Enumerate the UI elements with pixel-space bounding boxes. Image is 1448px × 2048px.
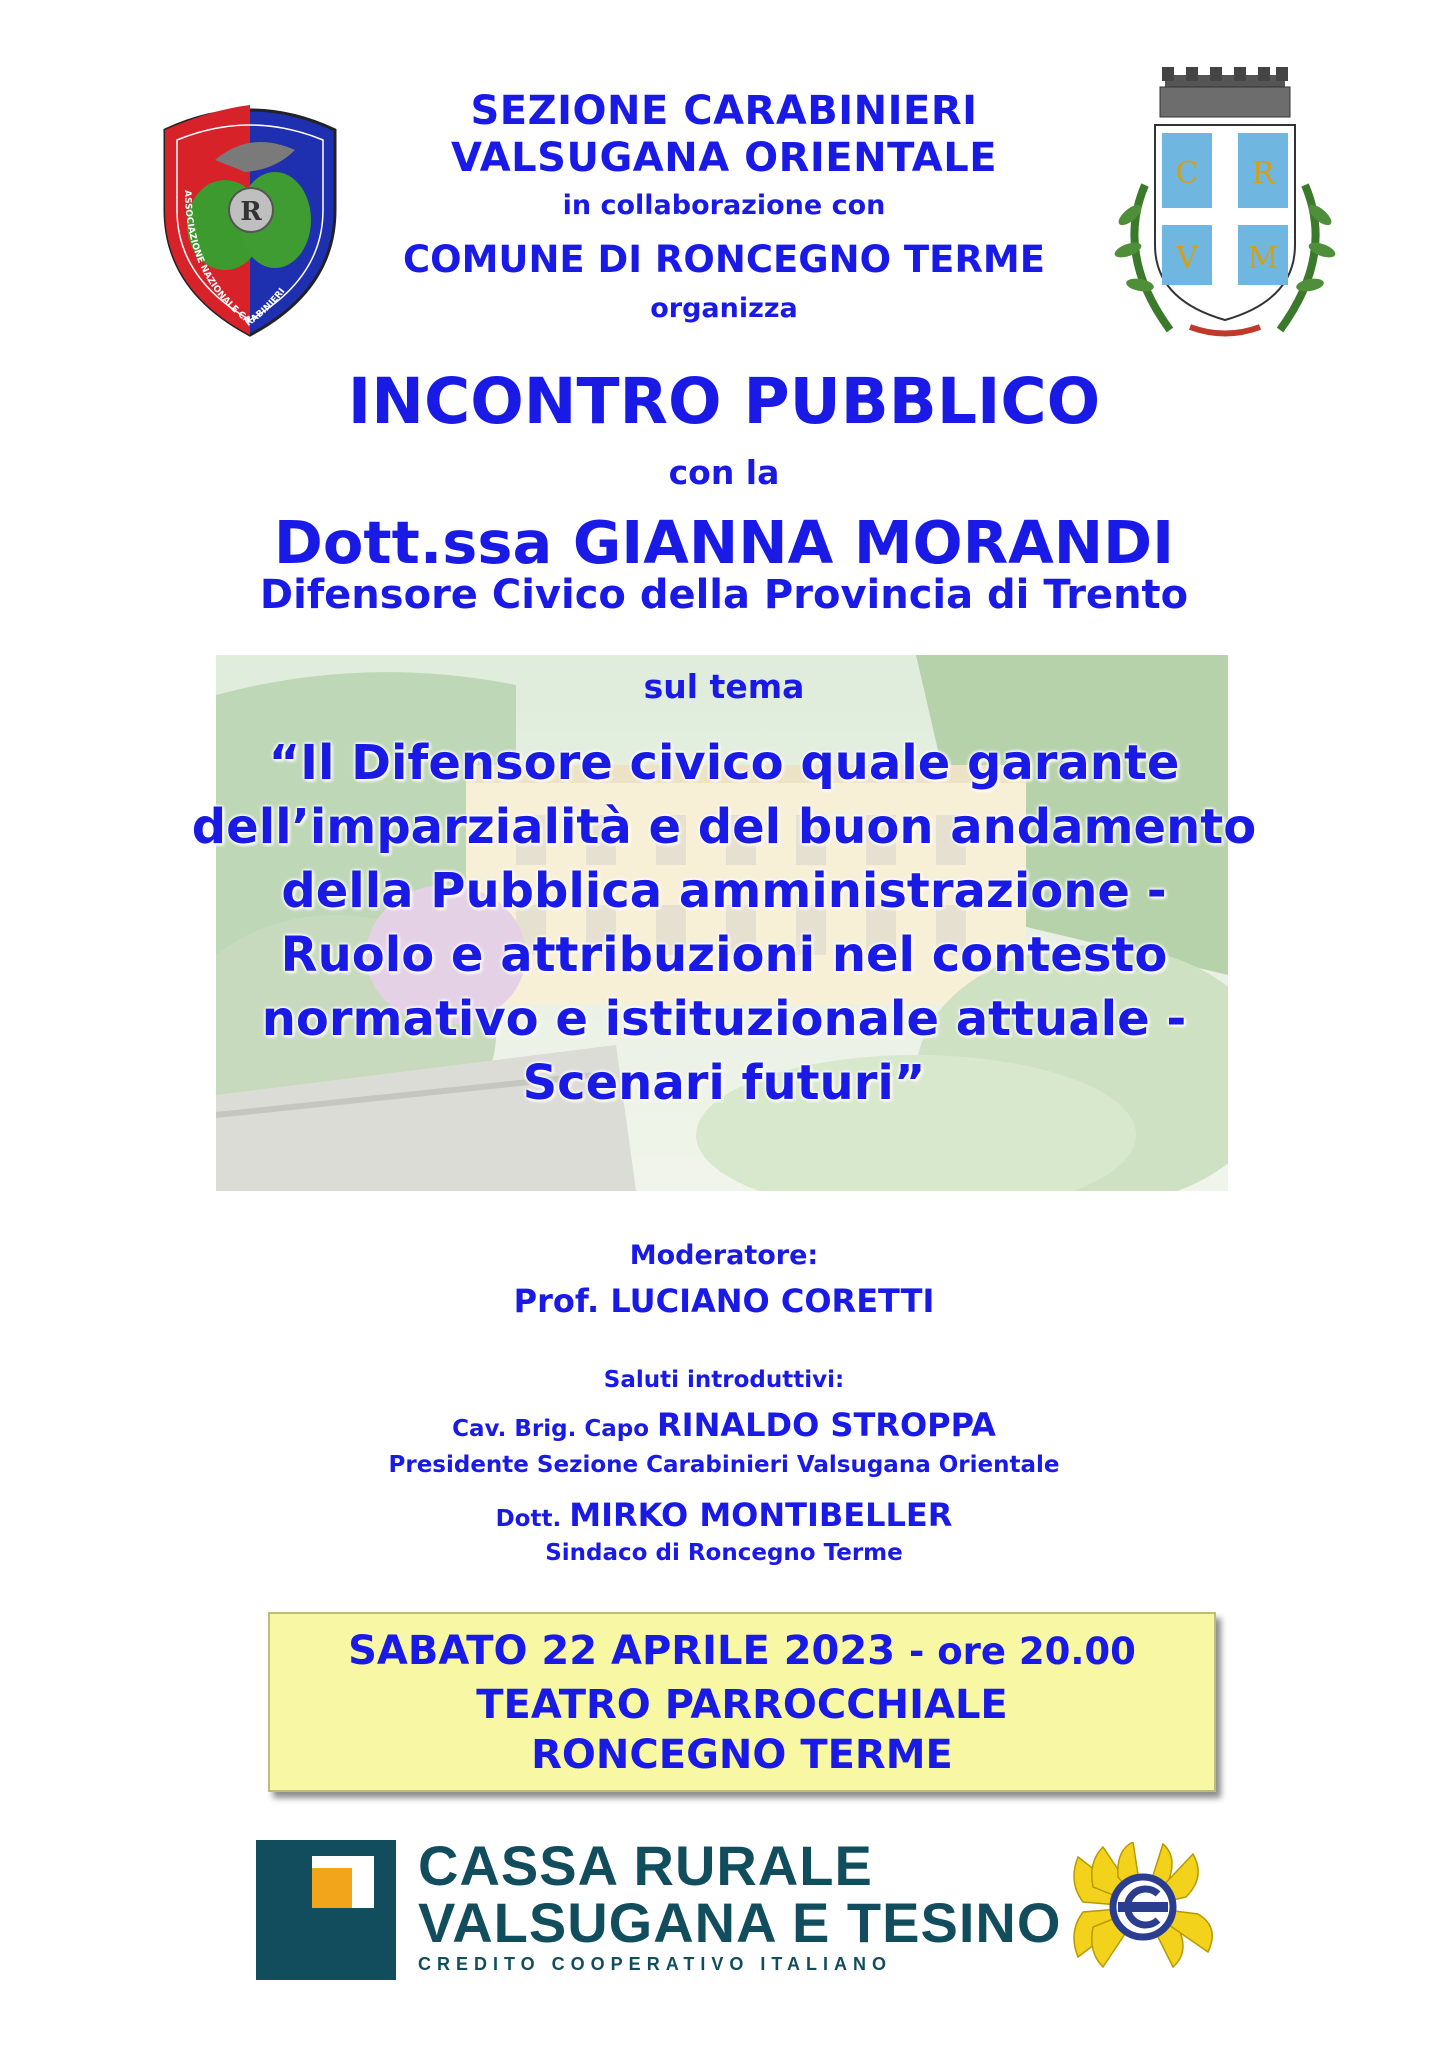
guest-1-role: Presidente Sezione Carabinieri Valsugana Orientale [388, 1452, 1060, 1478]
guest-1-title: Cav. Brig. Capo [452, 1416, 650, 1442]
bank-logo-orange-square [312, 1868, 352, 1908]
moderator-label: Moderatore: [629, 1240, 819, 1271]
event-town: RONCEGNO TERME [531, 1732, 953, 1778]
arms-letter-r: R [1251, 156, 1275, 191]
organizes-text: organizza [650, 293, 798, 324]
logo-arc-text: ASSOCIAZIONE NAZIONALE CARABINIERI [181, 190, 288, 329]
topic-line-2: dell’imparzialità e del buon andamento [191, 799, 1257, 855]
topic-line-1: “Il Difensore civico quale garante [268, 735, 1180, 791]
guest-2 [0, 1496, 1448, 1534]
organizer-line-1: SEZIONE CARABINIERI [470, 88, 978, 134]
arms-letter-c: C [1175, 156, 1199, 191]
event-date: SABATO 22 APRILE 2023 [348, 1628, 896, 1674]
event-datetime [270, 1628, 1214, 1674]
bank-tagline: CREDITO COOPERATIVO ITALIANO [418, 1954, 893, 1974]
topic-line-6: Scenari futuri” [522, 1055, 926, 1111]
guest-2-title: Dott. [495, 1506, 562, 1532]
bank-name-line-1: CASSA RURALE [418, 1834, 873, 1897]
guest-2-role: Sindaco di Roncegno Terme [545, 1540, 903, 1566]
speaker-name: Dott.ssa GIANNA MORANDI [273, 508, 1175, 577]
monogram-text: R [240, 197, 262, 227]
event-venue: TEATRO PARROCCHIALE [476, 1682, 1008, 1728]
moderator-name: Prof. LUCIANO CORETTI [513, 1282, 935, 1320]
arms-letter-v: V [1176, 241, 1198, 276]
with-text: con la [668, 453, 780, 492]
topic-intro: sul tema [643, 667, 805, 706]
organizer-line-2: VALSUGANA ORIENTALE [450, 135, 998, 181]
credito-cooperativo-logo [1058, 1842, 1228, 1972]
event-title: INCONTRO PUBBLICO [347, 365, 1101, 438]
municipality-name: COMUNE DI RONCEGNO TERME [402, 238, 1046, 281]
topic-line-5: normativo e istituzionale attuale - [261, 991, 1187, 1047]
event-time: - ore 20.00 [908, 1630, 1136, 1673]
guest-1 [0, 1406, 1448, 1444]
greetings-label: Saluti introduttivi: [603, 1367, 845, 1393]
guest-1-name: RINALDO STROPPA [657, 1406, 996, 1444]
event-details-box [268, 1612, 1216, 1792]
collaboration-text: in collaborazione con [562, 190, 886, 221]
topic-line-4: Ruolo e attribuzioni nel contesto [280, 927, 1168, 983]
bank-name-line-2: VALSUGANA E TESINO [418, 1891, 1062, 1954]
arms-letter-m: M [1247, 241, 1279, 276]
speaker-role: Difensore Civico della Provincia di Trento [259, 572, 1189, 618]
guest-2-name: MIRKO MONTIBELLER [569, 1496, 953, 1534]
bank-square-logo [256, 1840, 396, 1980]
topic-line-3: della Pubblica amministrazione - [281, 863, 1167, 919]
